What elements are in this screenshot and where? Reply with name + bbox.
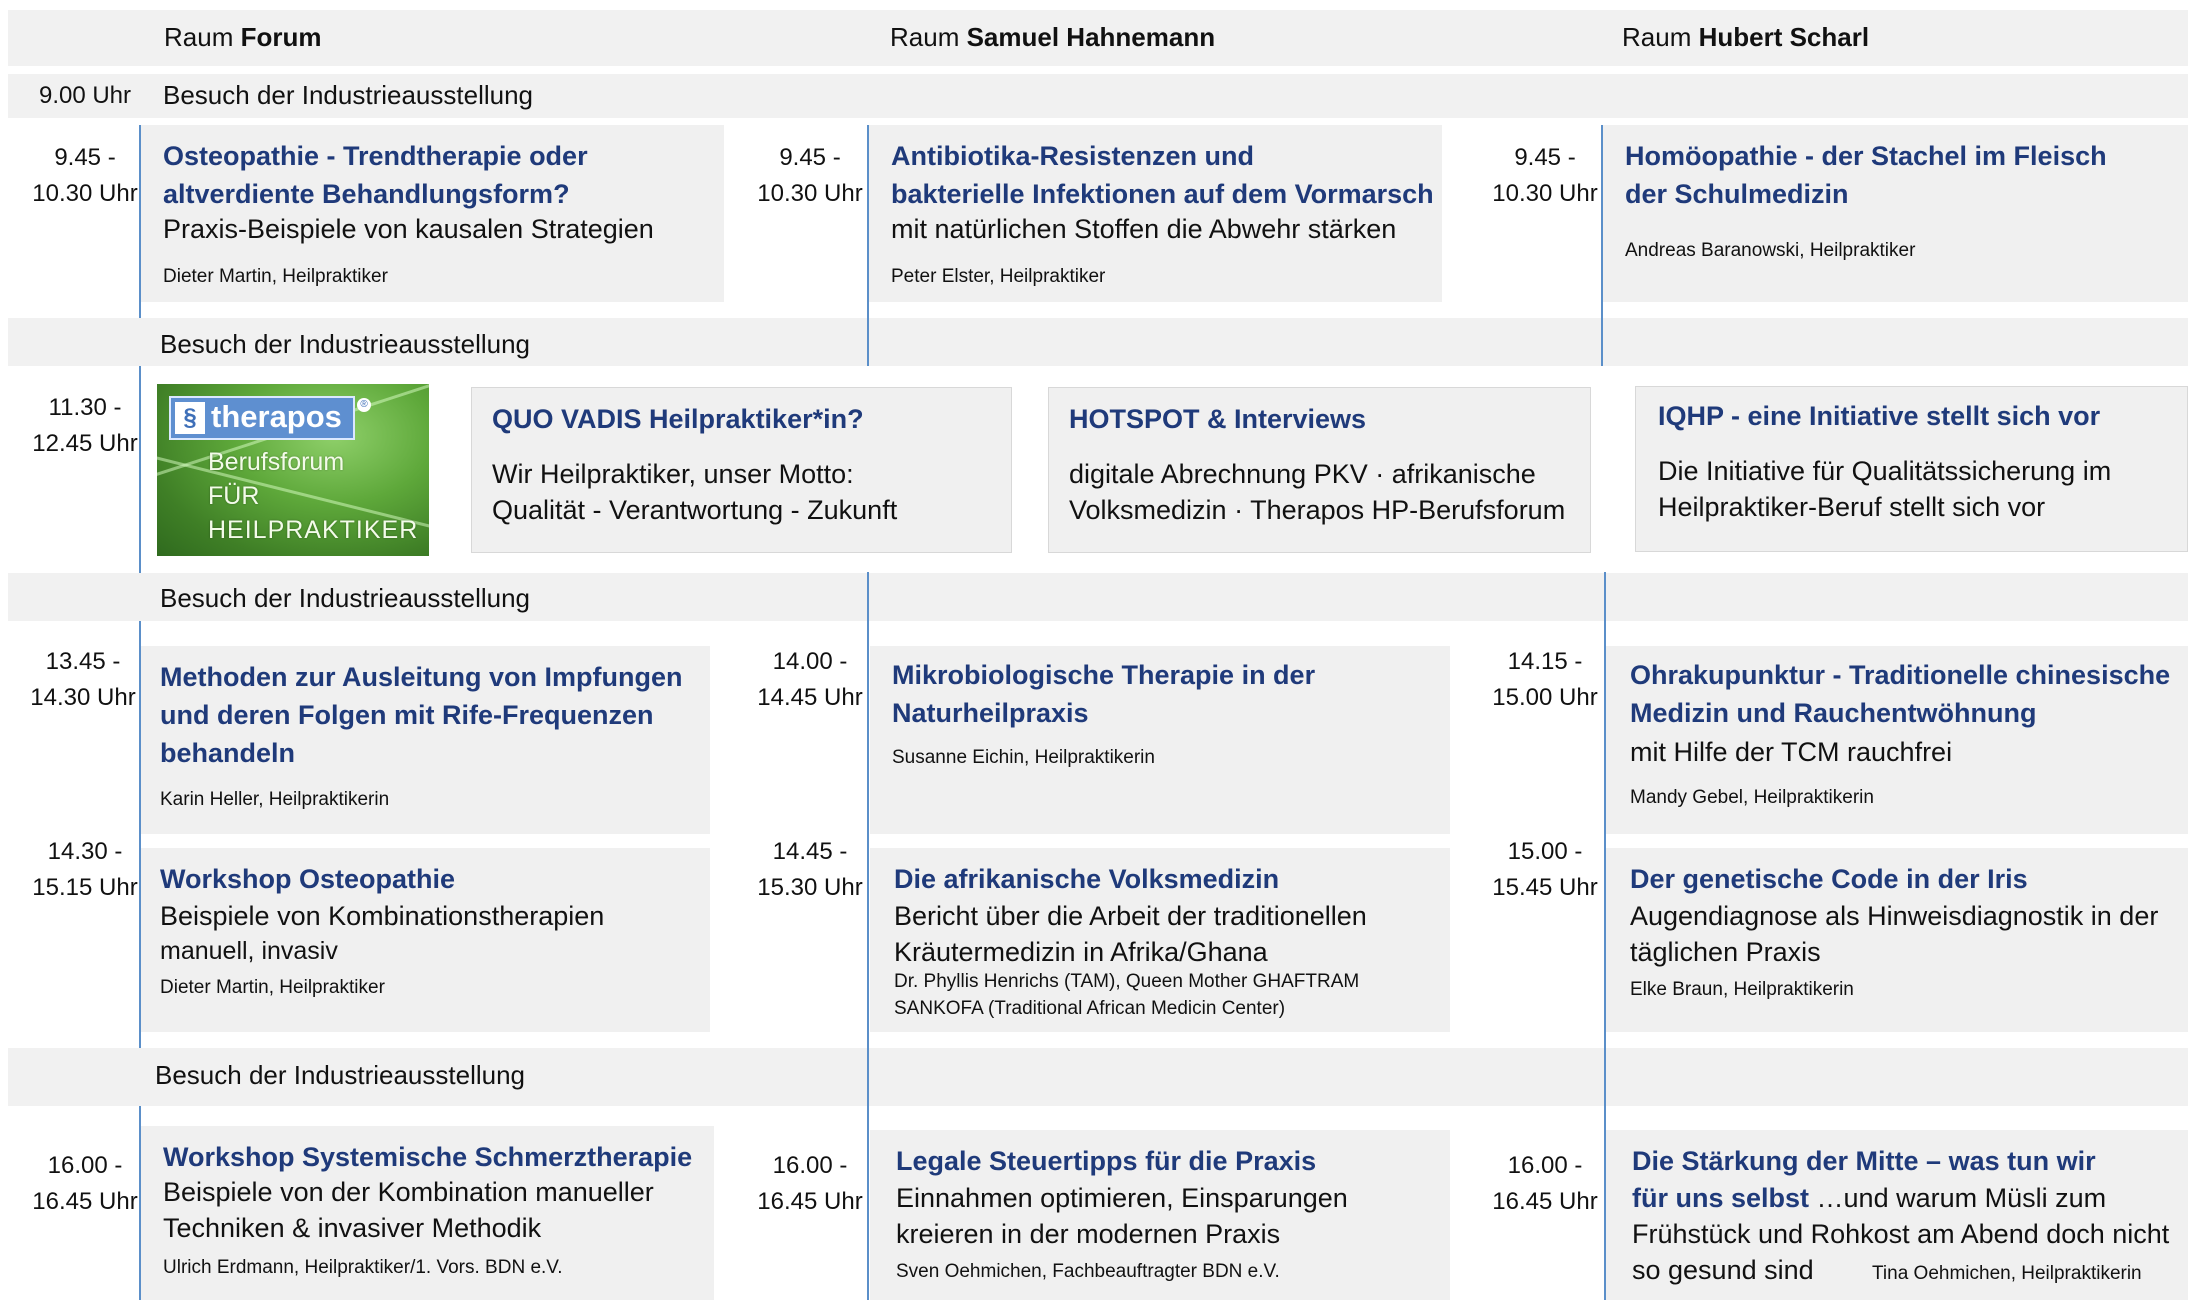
text-line-2: Volksmedizin · Therapos HP-Berufsforum bbox=[1069, 495, 1566, 525]
session-text bbox=[163, 1174, 654, 1246]
time-start: 9.45 - bbox=[1514, 144, 1576, 171]
text-line-1: Beispiele von der Kombination manueller bbox=[163, 1177, 654, 1207]
text-line-2: Heilpraktiker-Beruf stellt sich vor bbox=[1658, 492, 2046, 522]
time-start: 9.45 - bbox=[54, 144, 116, 171]
session-speaker: Tina Oehmichen, Heilpraktikerin bbox=[1872, 1263, 2142, 1284]
time-end: 12.45 Uhr bbox=[32, 430, 138, 457]
session-speaker: Mandy Gebel, Heilpraktikerin bbox=[1630, 787, 1874, 808]
session-speaker: Peter Elster, Heilpraktiker bbox=[891, 266, 1106, 287]
time-start: 15.00 - bbox=[1507, 838, 1583, 865]
title-line-2: bakterielle Infektionen auf dem Vormarsch bbox=[891, 179, 1434, 209]
room-name-forum: Forum bbox=[240, 22, 322, 52]
time-end: 10.30 Uhr bbox=[757, 180, 863, 207]
session-speaker: Elke Braun, Heilpraktikerin bbox=[1630, 979, 1854, 1000]
logo-line-2: FÜR bbox=[208, 482, 260, 510]
session-schmerztherapie[interactable] bbox=[141, 1126, 714, 1300]
time-start: 11.30 - bbox=[48, 394, 122, 421]
session-text-line-4: so gesund sind bbox=[1632, 1255, 1814, 1285]
time-1130 bbox=[8, 390, 162, 462]
session-speaker: Sven Oehmichen, Fachbeauftragter BDN e.V. bbox=[896, 1261, 1280, 1282]
session-impfungen[interactable] bbox=[141, 646, 710, 834]
column-line-3c-band bbox=[1604, 1048, 1606, 1106]
room-name-scharl: Hubert Scharl bbox=[1698, 22, 1870, 52]
text-line-1: Die Initiative für Qualitätssicherung im bbox=[1658, 456, 2112, 486]
visit-label-1030: Besuch der Industrieausstellung bbox=[160, 329, 531, 359]
session-subtitle-2: manuell, invasiv bbox=[160, 937, 338, 965]
column-line-2a-band bbox=[867, 318, 869, 366]
title-line-3: behandeln bbox=[160, 738, 296, 768]
text-line-2: täglichen Praxis bbox=[1630, 937, 1821, 967]
time-0945-hahnemann bbox=[735, 140, 885, 212]
session-text bbox=[896, 1180, 1348, 1252]
session-subtitle: Praxis-Beispiele von kausalen Strategien bbox=[163, 214, 654, 244]
session-speaker: Andreas Baranowski, Heilpraktiker bbox=[1625, 240, 1916, 261]
time-start: 9.45 - bbox=[779, 144, 841, 171]
session-staerkung-der-mitte[interactable] bbox=[1606, 1130, 2188, 1300]
caduceus-icon: § bbox=[175, 402, 205, 434]
time-0900: 9.00 Uhr bbox=[38, 82, 132, 109]
room-header-scharl bbox=[1622, 22, 1869, 53]
session-quo-vadis[interactable] bbox=[471, 387, 1012, 553]
session-speaker: Ulrich Erdmann, Heilpraktiker/1. Vors. BDN e.V. bbox=[163, 1257, 563, 1278]
time-end: 14.30 Uhr bbox=[30, 684, 136, 711]
time-1445 bbox=[735, 834, 885, 906]
session-text-inline: …und warum Müsli zum bbox=[1809, 1183, 2107, 1213]
visit-label-1545: Besuch der Industrieausstellung bbox=[155, 1060, 526, 1090]
time-start: 14.00 - bbox=[772, 648, 848, 675]
session-title: QUO VADIS Heilpraktiker*in? bbox=[492, 404, 864, 434]
session-workshop-osteopathie[interactable] bbox=[141, 848, 710, 1032]
title-line-1: Ohrakupunktur - Traditionelle chinesische bbox=[1630, 660, 2171, 690]
session-speaker: Dieter Martin, Heilpraktiker bbox=[160, 977, 385, 998]
room-prefix: Raum bbox=[1622, 22, 1692, 52]
session-title bbox=[1625, 137, 2185, 213]
title-line-1: Homöopathie - der Stachel im Fleisch bbox=[1625, 141, 2107, 171]
title-line-1: Antibiotika-Resistenzen und bbox=[891, 141, 1255, 171]
column-line-2b-band bbox=[867, 573, 869, 621]
session-osteopathie[interactable] bbox=[141, 125, 724, 302]
text-line-2: Techniken & invasiver Methodik bbox=[163, 1213, 542, 1243]
session-iris[interactable] bbox=[1606, 848, 2188, 1032]
room-header-forum bbox=[164, 22, 321, 53]
session-title-line-1: Die Stärkung der Mitte – was tun wir bbox=[1632, 1146, 2096, 1176]
speaker-line-1: Dr. Phyllis Henrichs (TAM), Queen Mother GHAFTRAM bbox=[894, 971, 1360, 992]
time-end: 14.45 Uhr bbox=[757, 684, 863, 711]
speaker-line-2: SANKOFA (Traditional African Medicin Center) bbox=[894, 998, 1286, 1019]
session-title bbox=[163, 137, 723, 213]
logo-line-3: HEILPRAKTIKER bbox=[208, 516, 419, 544]
time-1500 bbox=[1470, 834, 1620, 906]
text-line-2: Qualität - Verantwortung - Zukunft bbox=[492, 495, 898, 525]
session-speaker: Karin Heller, Heilpraktikerin bbox=[160, 789, 390, 810]
time-end: 15.00 Uhr bbox=[1492, 684, 1598, 711]
room-header-hahnemann bbox=[890, 22, 1215, 53]
time-end: 10.30 Uhr bbox=[32, 180, 138, 207]
title-line-2: und deren Folgen mit Rife-Frequenzen bbox=[160, 700, 654, 730]
time-start: 14.30 - bbox=[47, 838, 123, 865]
session-subtitle: mit natürlichen Stoffen die Abwehr stärken bbox=[891, 214, 1397, 244]
registered-icon: ® bbox=[357, 398, 371, 412]
time-end: 15.30 Uhr bbox=[757, 874, 863, 901]
column-line-3a-band bbox=[1601, 318, 1603, 366]
time-start: 16.00 - bbox=[772, 1152, 848, 1179]
session-subtitle: Beispiele von Kombinationstherapien bbox=[160, 901, 605, 931]
session-text bbox=[1630, 898, 2158, 970]
time-start: 13.45 - bbox=[45, 648, 121, 675]
visit-label-1245: Besuch der Industrieausstellung bbox=[160, 583, 531, 613]
time-1345 bbox=[8, 644, 158, 716]
session-title bbox=[891, 137, 1451, 213]
room-prefix: Raum bbox=[890, 22, 960, 52]
time-end: 16.45 Uhr bbox=[1492, 1188, 1598, 1215]
logo-brand: therapos bbox=[211, 399, 342, 434]
therapos-logo bbox=[157, 384, 429, 556]
title-line-1: Methoden zur Ausleitung von Impfungen bbox=[160, 662, 683, 692]
column-line-2c-band bbox=[867, 1048, 869, 1106]
time-0945-forum bbox=[8, 140, 162, 212]
time-0945-scharl bbox=[1470, 140, 1620, 212]
text-line-1: digitale Abrechnung PKV · afrikanische bbox=[1069, 459, 1536, 489]
time-1430 bbox=[8, 834, 162, 906]
therapos-badge bbox=[169, 396, 355, 440]
session-title: Workshop Osteopathie bbox=[160, 864, 456, 894]
time-start: 14.15 - bbox=[1507, 648, 1583, 675]
session-speaker: Susanne Eichin, Heilpraktikerin bbox=[892, 747, 1155, 768]
time-start: 16.00 - bbox=[1507, 1152, 1583, 1179]
session-title-line-2: für uns selbst bbox=[1632, 1183, 1810, 1213]
session-title: Workshop Systemische Schmerztherapie bbox=[163, 1142, 693, 1172]
time-end: 10.30 Uhr bbox=[1492, 180, 1598, 207]
time-end: 16.45 Uhr bbox=[757, 1188, 863, 1215]
session-title: Der genetische Code in der Iris bbox=[1630, 864, 2028, 894]
session-text-line-3: Frühstück und Rohkost am Abend doch nicht bbox=[1632, 1219, 2170, 1249]
session-title: IQHP - eine Initiative stellt sich vor bbox=[1658, 401, 2101, 431]
session-title bbox=[160, 658, 705, 772]
session-text bbox=[1658, 453, 2111, 525]
session-subtitle: mit Hilfe der TCM rauchfrei bbox=[1630, 737, 1953, 767]
time-1415 bbox=[1470, 644, 1620, 716]
room-prefix: Raum bbox=[164, 22, 234, 52]
text-line-1: Einnahmen optimieren, Einsparungen bbox=[896, 1183, 1348, 1213]
visit-label-0900: Besuch der Industrieausstellung bbox=[163, 80, 534, 110]
session-text bbox=[1069, 456, 1565, 528]
time-1600-hahnemann bbox=[735, 1148, 885, 1220]
text-line-1: Augendiagnose als Hinweisdiagnostik in der bbox=[1630, 901, 2159, 931]
column-line-3b-band bbox=[1604, 573, 1606, 621]
time-start: 16.00 - bbox=[47, 1152, 123, 1179]
session-antibiotika[interactable] bbox=[869, 125, 1442, 302]
time-1400 bbox=[735, 644, 885, 716]
time-1600-scharl bbox=[1470, 1148, 1620, 1220]
title-line-1: Mikrobiologische Therapie in der bbox=[892, 660, 1316, 690]
text-line-2: kreieren in der modernen Praxis bbox=[896, 1219, 1281, 1249]
session-title bbox=[892, 656, 1315, 732]
text-line-1: Bericht über die Arbeit der traditionellen bbox=[894, 901, 1367, 931]
session-hotspot[interactable] bbox=[1048, 387, 1591, 553]
title-line-1: Osteopathie - Trendtherapie oder bbox=[163, 141, 588, 171]
text-line-2: Kräutermedizin in Afrika/Ghana bbox=[894, 937, 1268, 967]
time-end: 15.45 Uhr bbox=[1492, 874, 1598, 901]
time-end: 16.45 Uhr bbox=[32, 1188, 138, 1215]
session-text bbox=[894, 898, 1367, 970]
title-line-2: der Schulmedizin bbox=[1625, 179, 1849, 209]
title-line-2: Medizin und Rauchentwöhnung bbox=[1630, 698, 2037, 728]
session-speaker bbox=[894, 968, 1359, 1022]
time-start: 14.45 - bbox=[772, 838, 848, 865]
logo-line-1: Berufsforum bbox=[208, 448, 345, 476]
session-homoeopathie[interactable] bbox=[1603, 125, 2188, 302]
title-line-2: altverdiente Behandlungsform? bbox=[163, 179, 570, 209]
time-1600-forum bbox=[8, 1148, 162, 1220]
session-iqhp[interactable] bbox=[1635, 386, 2188, 552]
session-title: Legale Steuertipps für die Praxis bbox=[896, 1146, 1317, 1176]
session-steuertipps[interactable] bbox=[870, 1130, 1450, 1300]
session-afrikanische-volksmedizin[interactable] bbox=[870, 848, 1450, 1032]
title-line-2: Naturheilpraxis bbox=[892, 698, 1089, 728]
room-name-hahnemann: Samuel Hahnemann bbox=[966, 22, 1216, 52]
session-ohrakupunktur[interactable] bbox=[1606, 646, 2188, 834]
session-mikrobiologie[interactable] bbox=[870, 646, 1450, 834]
session-title: HOTSPOT & Interviews bbox=[1069, 404, 1367, 434]
session-title: Die afrikanische Volksmedizin bbox=[894, 864, 1280, 894]
text-line-1: Wir Heilpraktiker, unser Motto: bbox=[492, 459, 854, 489]
time-end: 15.15 Uhr bbox=[32, 874, 138, 901]
session-title bbox=[1630, 656, 2170, 732]
session-text bbox=[492, 456, 897, 528]
session-text-line-2 bbox=[1632, 1180, 2106, 1216]
session-speaker: Dieter Martin, Heilpraktiker bbox=[163, 266, 388, 287]
